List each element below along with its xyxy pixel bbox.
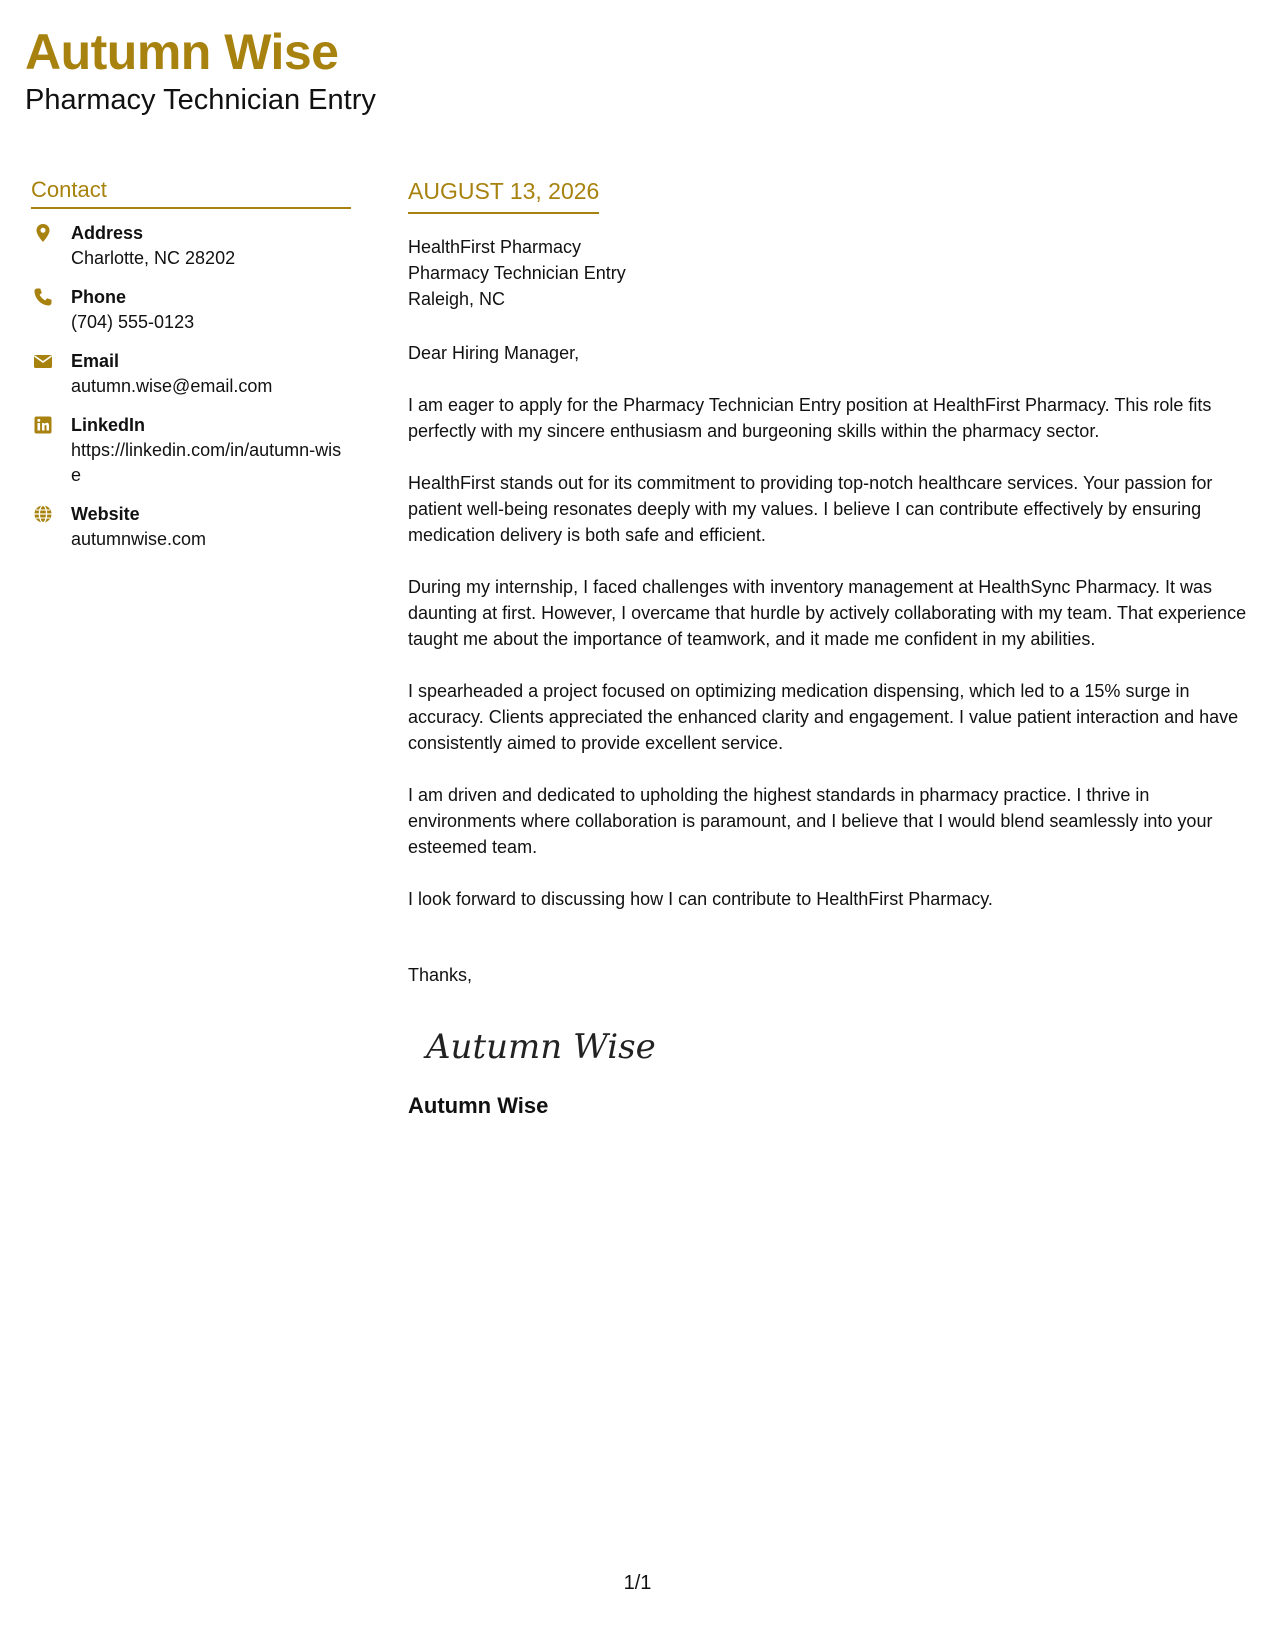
- envelope-icon: [33, 351, 53, 371]
- letter-paragraph: I look forward to discussing how I can contribute to HealthFirst Pharmacy.: [408, 889, 993, 909]
- website-value[interactable]: autumnwise.com: [71, 529, 207, 549]
- letter-body: [408, 176, 1253, 1120]
- recipient-block: [408, 234, 1253, 312]
- closing: Thanks,: [408, 965, 473, 985]
- contact-item-website: [31, 502, 351, 552]
- email-value[interactable]: autumn.wise@email.com: [71, 376, 273, 396]
- address-value: Charlotte, NC 28202: [71, 248, 236, 268]
- contact-item-linkedin: [31, 413, 351, 488]
- page-number: 1/1: [623, 1572, 652, 1594]
- letter-paragraph: I am eager to apply for the Pharmacy Technician Entry position at HealthFirst Pharmacy. This role fits perfectly with my sincere enthusiasm and burgeoning skills within the pharmacy sector.: [408, 395, 1212, 441]
- contact-sidebar: [31, 176, 351, 566]
- phone-value[interactable]: (704) 555-0123: [71, 312, 195, 332]
- applicant-name: Autumn Wise: [25, 24, 339, 80]
- letter-paragraph: I spearheaded a project focused on optimizing medication dispensing, which led to a 15% surge in accuracy. Clients appreciated the enhanced clarity and engagement. I value patient interaction and have consistently aimed to provide excellent service.: [408, 681, 1239, 753]
- letter-paragraph: HealthFirst stands out for its commitment to providing top-notch healthcare services. Your passion for patient well-being resonates deeply with my values. I believe I can contribute effectively by ensuring medication delivery is both safe and efficient.: [408, 473, 1213, 545]
- applicant-title: Pharmacy Technician Entry: [25, 84, 376, 116]
- contact-label: Phone: [71, 287, 127, 307]
- contact-item-email: [31, 349, 351, 399]
- contact-item-phone: [31, 285, 351, 335]
- contact-item-address: [31, 221, 351, 271]
- phone-icon: [33, 287, 53, 307]
- salutation: Dear Hiring Manager,: [408, 343, 580, 363]
- date-block: [408, 176, 599, 214]
- recipient-company: HealthFirst Pharmacy: [408, 237, 582, 257]
- signer-name: Autumn Wise: [408, 1093, 549, 1118]
- contact-heading: Contact: [31, 176, 351, 209]
- linkedin-value[interactable]: https://linkedin.com/in/autumn-wise: [71, 440, 342, 485]
- signature-script: Autumn Wise: [426, 1027, 656, 1067]
- contact-label: Address: [71, 223, 144, 243]
- globe-icon: [33, 504, 53, 524]
- linkedin-icon: [33, 415, 53, 435]
- letter-date: AUGUST 13, 2026: [408, 178, 600, 204]
- letter-paragraph: During my internship, I faced challenges with inventory management at HealthSync Pharmacy. It was daunting at first. However, I overcame that hurdle by actively collaborating with my team. That experience taught me about the importance of teamwork, and it made me confident in my abilities.: [408, 577, 1247, 649]
- contact-label: Website: [71, 504, 140, 524]
- letter-paragraph: I am driven and dedicated to upholding the highest standards in pharmacy practice. I thrive in environments where collaboration is paramount, and I believe that I would blend seamlessly into your esteemed team.: [408, 785, 1213, 857]
- map-pin-icon: [33, 223, 53, 243]
- contact-label: Email: [71, 351, 120, 371]
- handwritten-signature: [422, 1016, 682, 1076]
- contact-label: LinkedIn: [71, 415, 146, 435]
- recipient-position: Pharmacy Technician Entry: [408, 263, 626, 283]
- recipient-location: Raleigh, NC: [408, 289, 506, 309]
